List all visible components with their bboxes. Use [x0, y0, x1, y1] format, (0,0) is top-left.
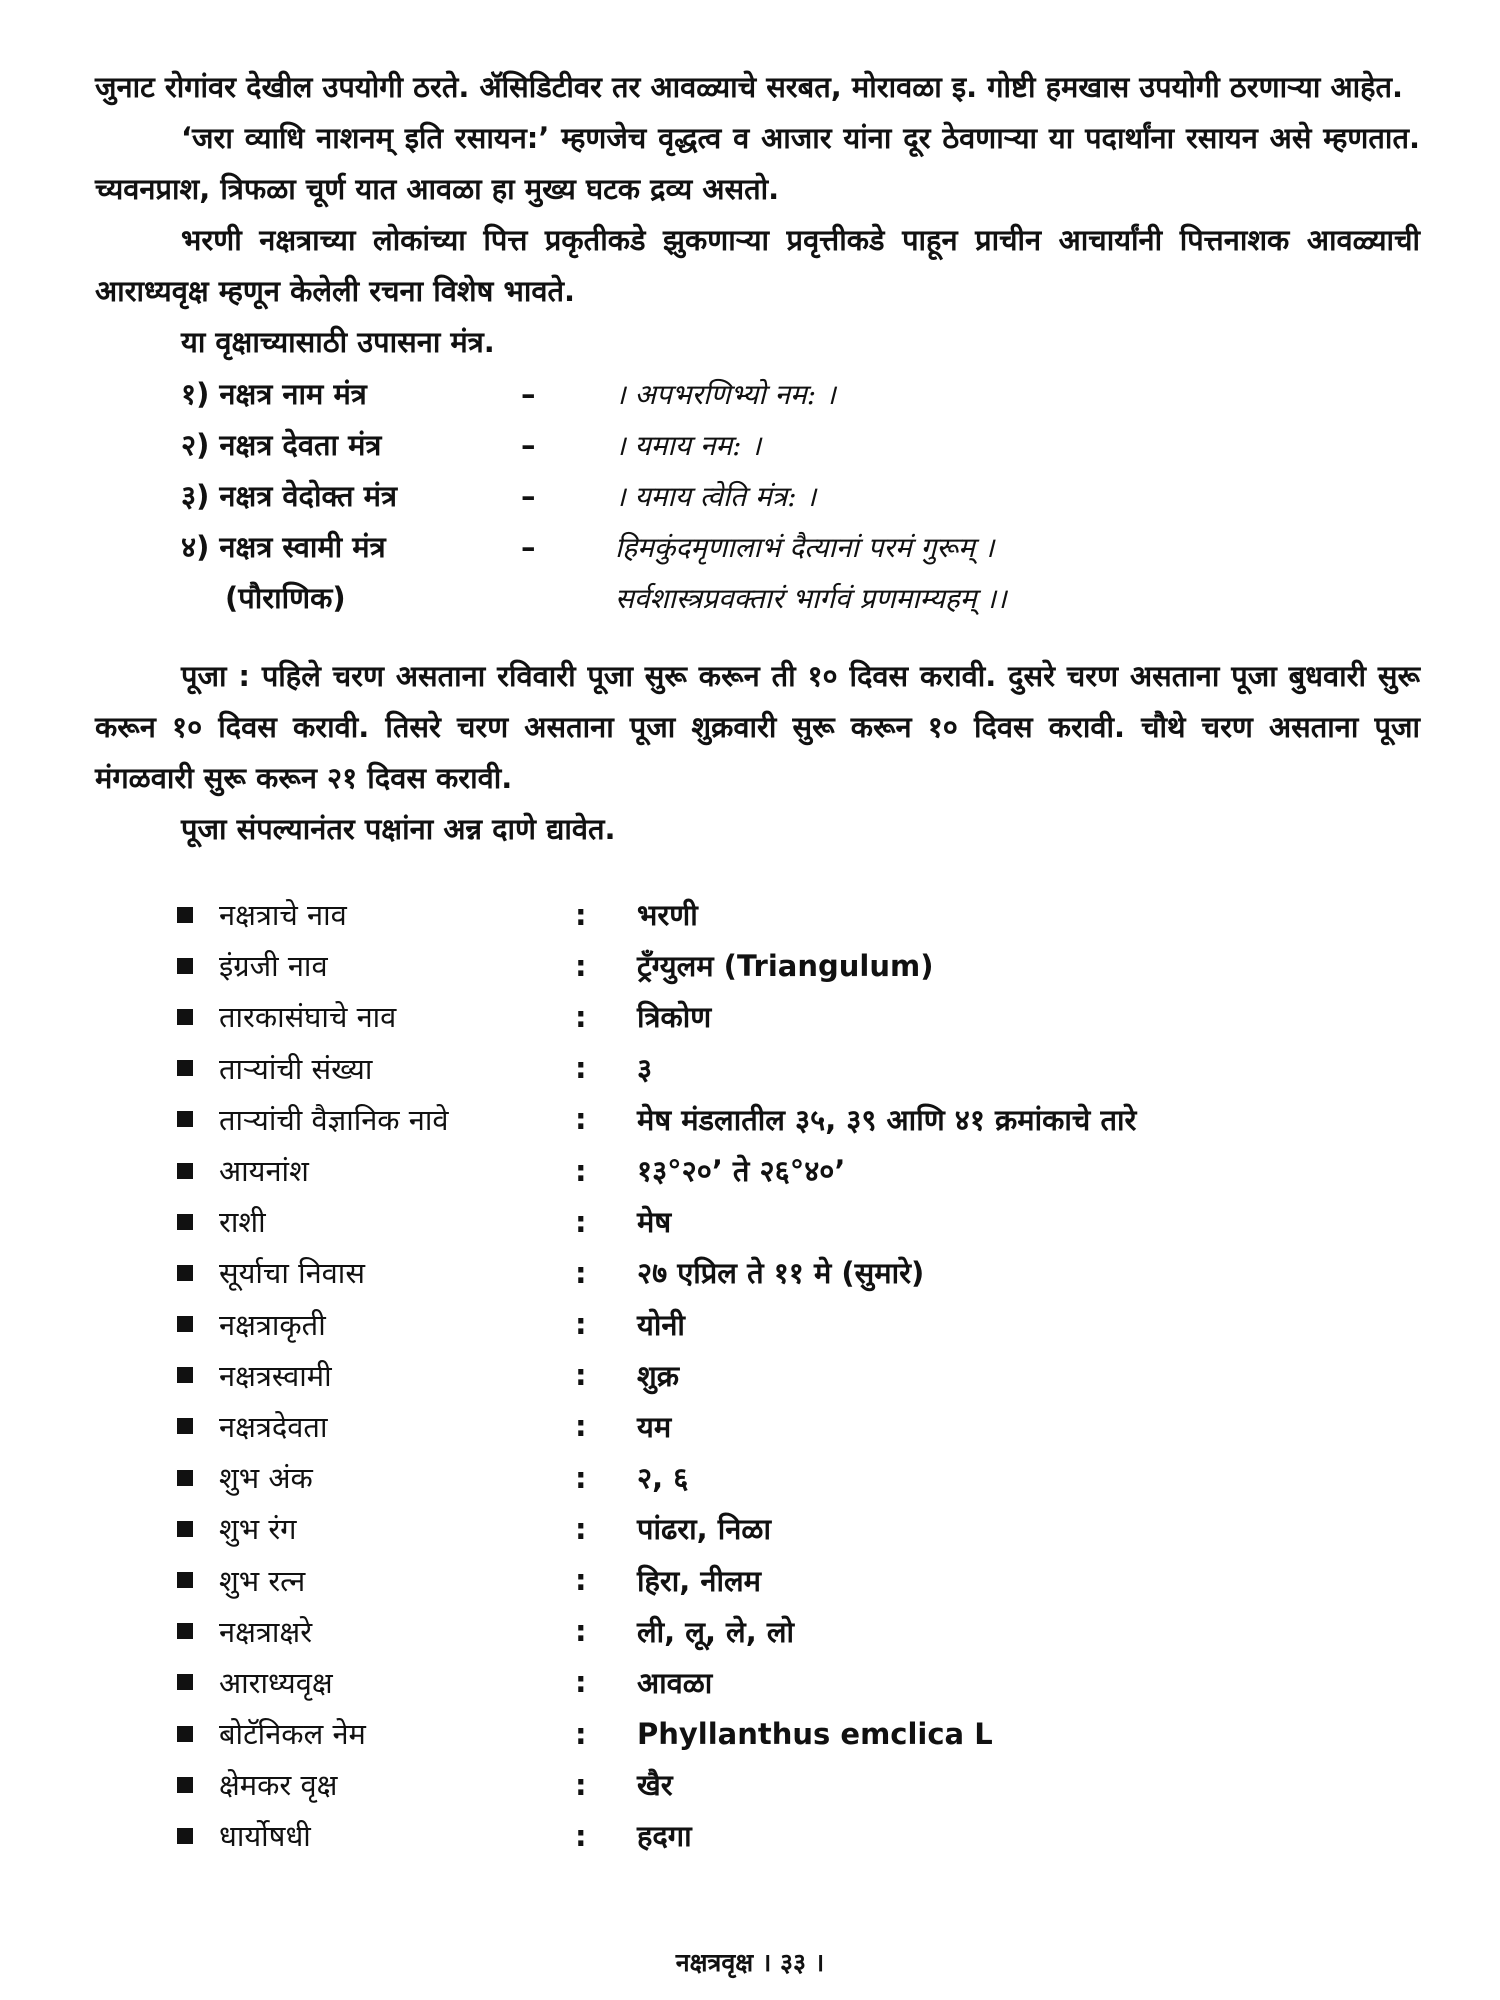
mantra-dash: – — [521, 427, 536, 462]
info-label: शुभ रत्न — [219, 1563, 306, 1598]
info-label: इंग्रजी नाव — [219, 949, 328, 984]
info-row — [177, 1350, 1420, 1401]
paragraph-3: भरणी नक्षत्राच्या लोकांच्या पित्त प्रकृतीकडे झुकणाऱ्या प्रवृत्तीकडे पाहून प्राचीन आचार्यांनी पित्तनाशक आवळ्याची आराध्यवृक्ष म्हणून केलेली रचना विशेष भावते. — [95, 223, 1420, 308]
info-value: ३ — [637, 1051, 653, 1086]
info-label: ताऱ्यांची संख्या — [219, 1051, 373, 1086]
info-colon: : — [575, 1051, 587, 1086]
info-value: मेष — [637, 1205, 672, 1240]
info-label: शुभ रंग — [219, 1512, 297, 1547]
bullet-square-icon — [177, 1214, 193, 1230]
bullet-square-icon — [177, 1265, 193, 1281]
mantra-text: । यमाय त्वेति मंत्र: । — [615, 479, 817, 513]
mantra-list — [181, 368, 1420, 623]
puja-paragraph: पूजा : पहिले चरण असताना रविवारी पूजा सुरू करून ती १० दिवस करावी. दुसरे चरण असताना पूजा बुधवारी सुरू करून १० दिवस करावी. तिसरे चरण असताना पूजा शुक्रवारी सुरू करून १० दिवस करावी. चौथे चरण असताना पूजा मंगळवारी सुरू करून २१ दिवस करावी. — [95, 659, 1420, 795]
info-value: भरणी — [637, 898, 698, 933]
bullet-square-icon — [177, 1367, 193, 1383]
info-colon: : — [575, 948, 587, 983]
info-label: सूर्याचा निवास — [219, 1256, 365, 1291]
bullet-square-icon — [177, 1470, 193, 1486]
info-colon: : — [575, 1358, 587, 1393]
info-colon: : — [575, 1511, 587, 1546]
info-colon: : — [575, 1767, 587, 1802]
info-label: धार्योषधी — [219, 1819, 311, 1854]
info-label: तारकासंघाचे नाव — [219, 1000, 397, 1035]
mantra-row — [181, 419, 1420, 470]
info-row — [177, 1299, 1420, 1350]
info-row — [177, 991, 1420, 1042]
mantra-row — [181, 572, 1420, 623]
bullet-square-icon — [177, 1009, 193, 1025]
info-value: Phyllanthus emclica L — [637, 1716, 993, 1751]
info-label: नक्षत्राचे नाव — [219, 898, 347, 933]
bullet-square-icon — [177, 1060, 193, 1076]
mantra-row — [181, 470, 1420, 521]
mantra-text: । अपभरणिभ्यो नम: । — [615, 377, 836, 411]
mantra-label: (पौराणिक) — [225, 581, 346, 615]
mantra-row — [181, 368, 1420, 419]
mantra-label: ४) नक्षत्र स्वामी मंत्र — [181, 530, 386, 564]
info-colon: : — [575, 1614, 587, 1649]
info-value: पांढरा, निळा — [637, 1512, 771, 1547]
mantra-row — [181, 521, 1420, 572]
info-label: आराध्यवृक्ष — [219, 1665, 333, 1700]
bullet-square-icon — [177, 1418, 193, 1434]
info-colon: : — [575, 897, 587, 932]
info-colon: : — [575, 1665, 587, 1700]
bullet-square-icon — [177, 1316, 193, 1332]
mantra-text: हिमकुंदमृणालाभं दैत्यानां परमं गुरूम् । — [615, 530, 995, 564]
info-label: बोटॅनिकल नेम — [219, 1717, 366, 1752]
info-row — [177, 1196, 1420, 1247]
mantra-title: या वृक्षाच्यासाठी उपासना मंत्र. — [181, 325, 495, 359]
info-colon: : — [575, 1307, 587, 1342]
mantra-text: । यमाय नम: । — [615, 428, 762, 462]
bullet-square-icon — [177, 1674, 193, 1690]
info-colon: : — [575, 1716, 587, 1751]
info-label: ताऱ्यांची वैज्ञानिक नावे — [219, 1102, 449, 1137]
bullet-square-icon — [177, 1572, 193, 1588]
info-row — [177, 1094, 1420, 1145]
info-value: हदगा — [637, 1819, 692, 1854]
nakshatra-info-list — [177, 889, 1420, 1862]
info-label: नक्षत्राक्षरे — [219, 1614, 313, 1649]
info-row — [177, 1657, 1420, 1708]
info-label: नक्षत्राकृती — [219, 1307, 326, 1342]
info-colon: : — [575, 1204, 587, 1239]
bullet-square-icon — [177, 1521, 193, 1537]
bullet-square-icon — [177, 907, 193, 923]
info-label: शुभ अंक — [219, 1461, 313, 1496]
info-row — [177, 1708, 1420, 1759]
info-colon: : — [575, 1460, 587, 1495]
info-value: शुक्र — [637, 1358, 679, 1393]
info-row — [177, 1503, 1420, 1554]
info-row — [177, 1401, 1420, 1452]
bullet-square-icon — [177, 1163, 193, 1179]
info-label: नक्षत्रस्वामी — [219, 1358, 332, 1393]
info-colon: : — [575, 1102, 587, 1137]
bullet-square-icon — [177, 1777, 193, 1793]
info-row — [177, 1759, 1420, 1810]
mantra-text: सर्वशास्त्रप्रवक्तारं भार्गवं प्रणमाम्यहम् ।। — [615, 581, 1007, 615]
bullet-square-icon — [177, 958, 193, 974]
info-value: ली, लू, ले, लो — [637, 1614, 795, 1649]
info-value: यम — [637, 1409, 672, 1444]
mantra-label: १) नक्षत्र नाम मंत्र — [181, 377, 367, 411]
paragraph-1: जुनाट रोगांवर देखील उपयोगी ठरते. ॲसिडिटीवर तर आवळ्याचे सरबत, मोरावळा इ. गोष्टी हमखास उपयोगी ठरणाऱ्या आहेत. — [95, 70, 1404, 104]
info-label: नक्षत्रदेवता — [219, 1409, 328, 1444]
info-colon: : — [575, 1818, 587, 1853]
bullet-square-icon — [177, 1828, 193, 1844]
info-row — [177, 1247, 1420, 1298]
info-value: योनी — [637, 1307, 685, 1342]
paragraph-2: ‘जरा व्याधि नाशनम् इति रसायन:’ म्हणजेच वृद्धत्व व आजार यांना दूर ठेवणाऱ्या या पदार्थांना रसायन असे म्हणतात. च्यवनप्राश, त्रिफळा चूर्ण यात आवळा हा मुख्य घटक द्रव्य असतो. — [95, 121, 1420, 206]
info-value: १३°२०’ ते २६°४०’ — [637, 1154, 846, 1189]
info-value: हिरा, नीलम — [637, 1563, 762, 1598]
mantra-label: ३) नक्षत्र वेदोक्त मंत्र — [181, 479, 397, 513]
info-colon: : — [575, 1153, 587, 1188]
info-colon: : — [575, 999, 587, 1034]
info-row — [177, 1606, 1420, 1657]
bullet-square-icon — [177, 1623, 193, 1639]
info-value: आवळा — [637, 1665, 713, 1700]
info-value: २, ६ — [637, 1461, 689, 1496]
info-colon: : — [575, 1563, 587, 1598]
page-footer: नक्षत्रवृक्ष । ३३ । — [675, 1948, 825, 1977]
mantra-dash: – — [521, 529, 536, 564]
puja-note: पूजा संपल्यानंतर पक्षांना अन्न दाणे द्यावेत. — [181, 812, 616, 846]
info-label: आयनांश — [219, 1154, 309, 1189]
bullet-square-icon — [177, 1111, 193, 1127]
info-row — [177, 1810, 1420, 1861]
info-row — [177, 1452, 1420, 1503]
info-value: त्रिकोण — [637, 1000, 712, 1035]
info-row — [177, 1145, 1420, 1196]
info-colon: : — [575, 1255, 587, 1290]
mantra-dash: – — [521, 376, 536, 411]
mantra-dash: – — [521, 478, 536, 513]
info-row — [177, 889, 1420, 940]
info-value: खैर — [637, 1768, 673, 1803]
info-row — [177, 1554, 1420, 1605]
info-value: ट्रँग्युलम (Triangulum) — [637, 949, 934, 984]
info-value: मेष मंडलातील ३५, ३९ आणि ४१ क्रमांकाचे तारे — [637, 1102, 1137, 1137]
bullet-square-icon — [177, 1726, 193, 1742]
info-colon: : — [575, 1409, 587, 1444]
mantra-label: २) नक्षत्र देवता मंत्र — [181, 428, 382, 462]
info-row — [177, 940, 1420, 991]
info-value: २७ एप्रिल ते ११ मे (सुमारे) — [637, 1256, 925, 1291]
info-row — [177, 1043, 1420, 1094]
info-label: राशी — [219, 1205, 266, 1240]
info-label: क्षेमकर वृक्ष — [219, 1768, 338, 1803]
